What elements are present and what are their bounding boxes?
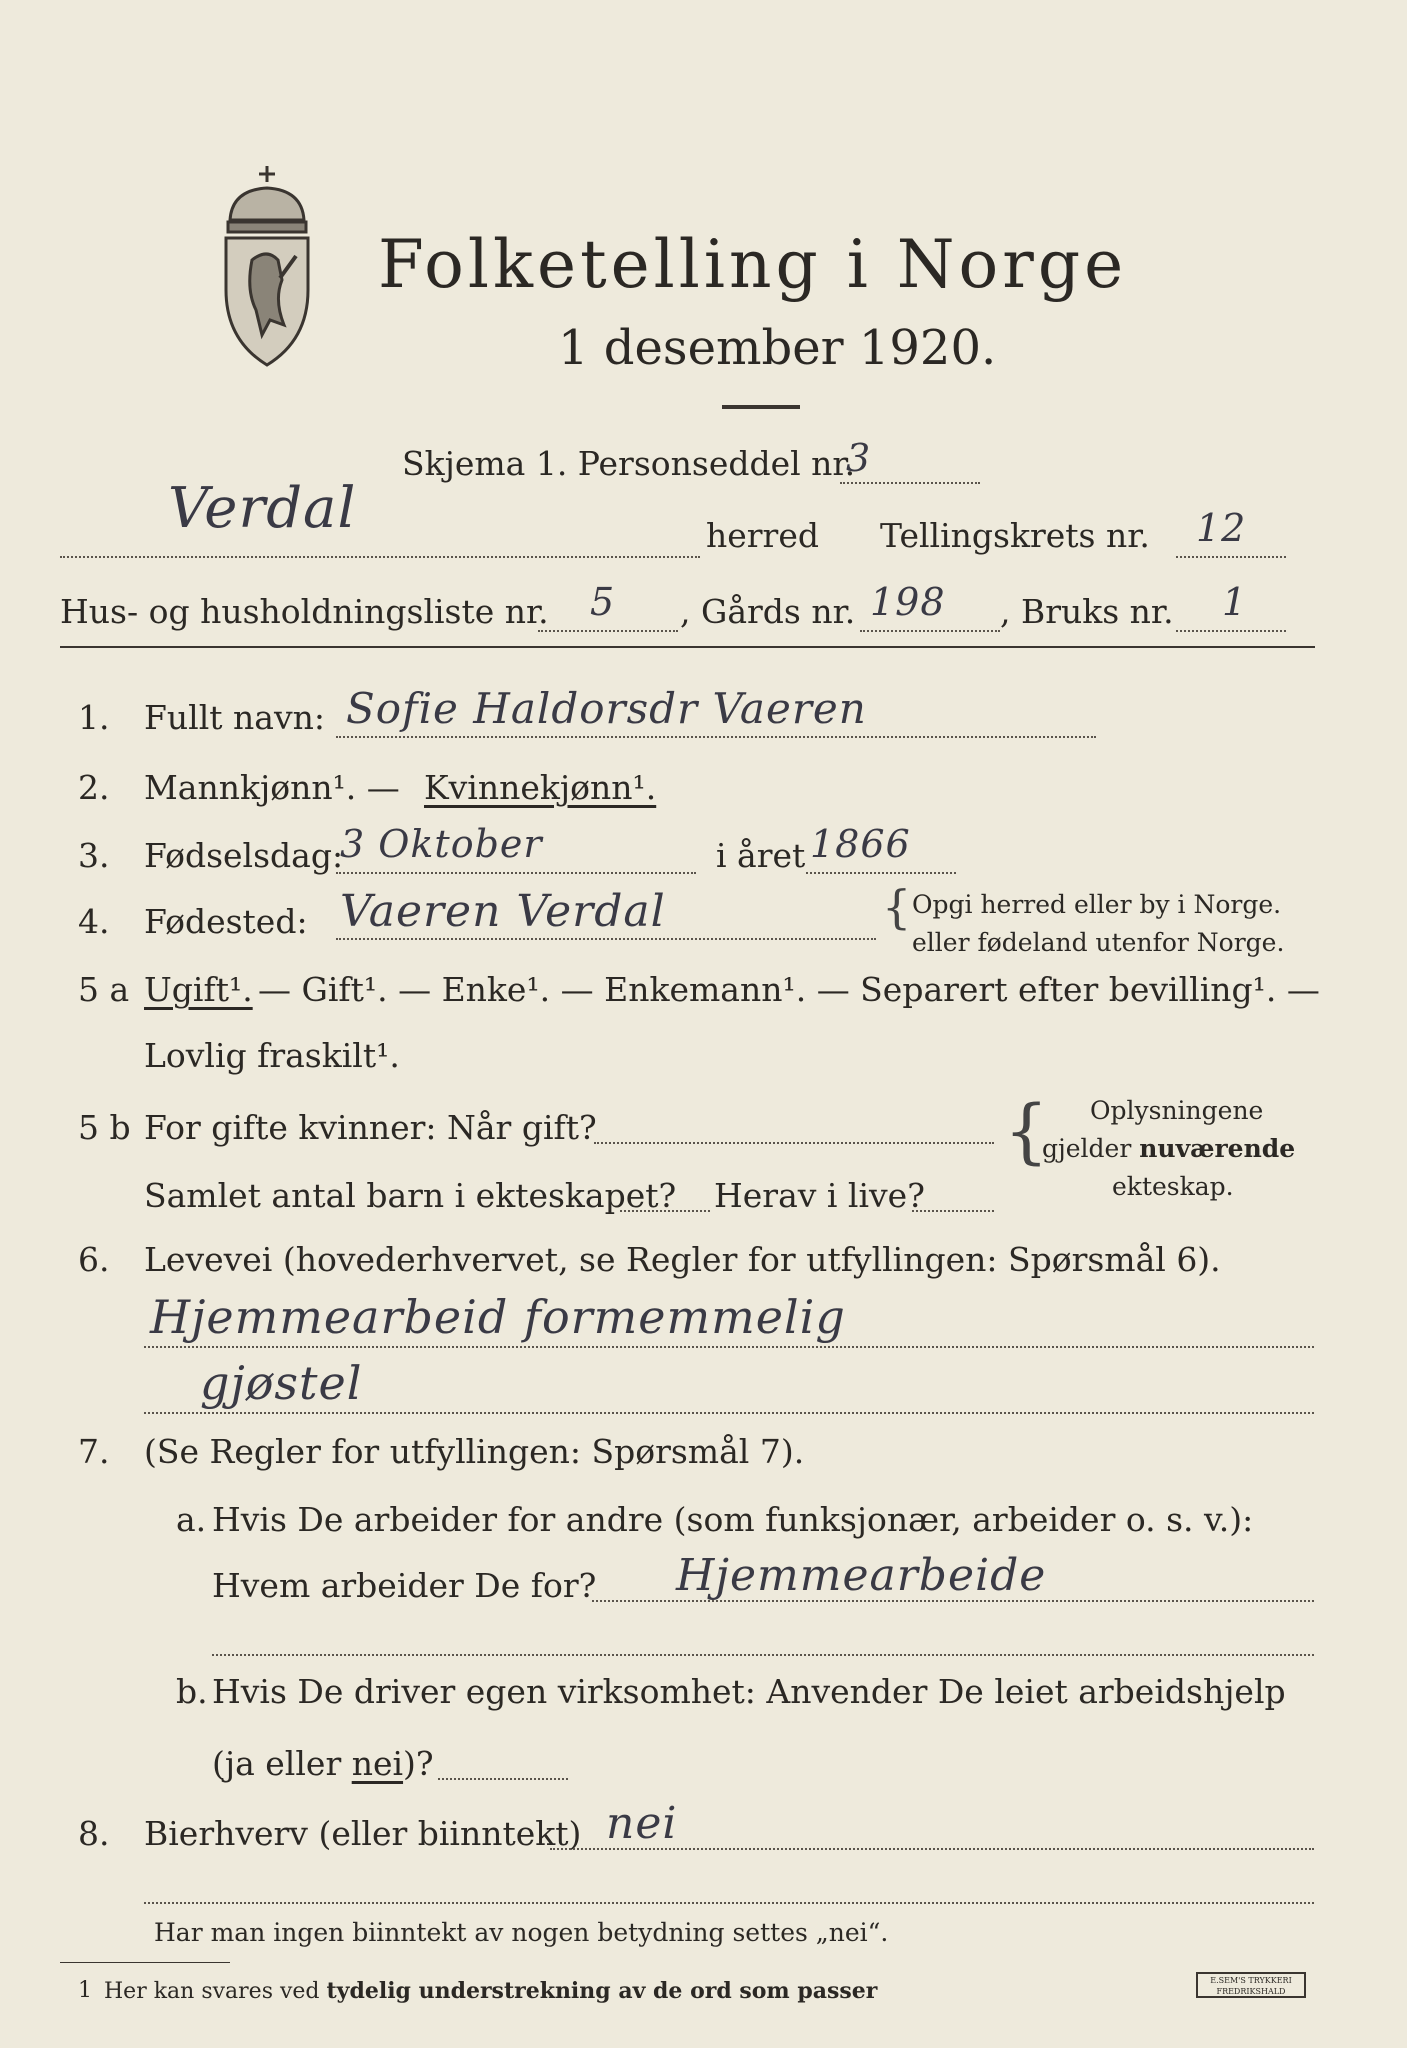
q5b-label-children: Samlet antal barn i ekteskapet? [144,1176,677,1215]
title-divider [722,405,800,409]
footnote-number: 1 [78,1978,92,2003]
gards-value[interactable]: 198 [870,580,946,624]
q5b-label-alive: Herav i live? [714,1176,925,1215]
q2-female: Kvinnekjønn¹. [424,768,657,807]
q3-year-value[interactable]: 1866 [810,822,911,866]
q5a-options: — Gift¹. — Enke¹. — Enkemann¹. — Separert efter bevilling¹. — [258,970,1320,1009]
q4-brace: { [882,880,912,934]
bruks-value[interactable]: 1 [1222,580,1248,624]
q6-value-2[interactable]: gjøstel [200,1356,363,1410]
q5a-unmarried: Ugift¹. [144,970,253,1009]
q6-label: Levevei (hovederhvervet, se Regler for utfyllingen: Spørsmål 6). [144,1240,1221,1279]
q3-label: Fødselsdag: [144,836,344,875]
footnote-text: Her kan svares ved tydelig understrekning av de ord som passer [104,1978,878,2004]
q5b-label-married: For gifte kvinner: Når gift? [144,1108,597,1147]
q7a-number: a. [176,1500,207,1539]
q4-number: 4. [78,902,110,941]
q1-value[interactable]: Sofie Haldorsdr Vaeren [346,684,867,733]
q2-male: Mannkjønn¹. — [144,768,400,807]
q3-year-label: i året [716,836,806,875]
herred-value[interactable]: Verdal [168,476,357,541]
bruks-label: , Bruks nr. [1000,592,1174,631]
q3-number: 3. [78,836,110,875]
q6-value-1[interactable]: Hjemmearbeid formemmelig [150,1290,846,1344]
printer-stamp: E.SEM'S TRYKKERI FREDRIKSHALD [1196,1972,1306,1998]
q7-label: (Se Regler for utfyllingen: Spørsmål 7). [144,1432,805,1471]
q8-value[interactable]: nei [606,1798,678,1849]
form-date: 1 desember 1920. [558,320,997,376]
footer-note: Har man ingen biinntekt av nogen betydning settes „nei“. [154,1918,889,1947]
q4-label: Fødested: [144,902,308,941]
q5a-number: 5 a [78,970,130,1009]
q7b-label: Hvis De driver egen virksomhet: Anvender De leiet arbeidshjelp [212,1672,1286,1711]
q8-label: Bierhverv (eller biinntekt) [144,1814,582,1853]
q2-number: 2. [78,768,110,807]
q4-note-2: eller fødeland utenfor Norge. [912,928,1285,957]
q6-number: 6. [78,1240,110,1279]
schema-value[interactable]: 3 [846,436,872,480]
gards-label: , Gårds nr. [680,592,856,631]
coat-of-arms-icon [212,160,322,370]
header-rule [60,646,1315,648]
q1-label: Fullt navn: [144,698,325,737]
herred-label: herred [706,516,819,555]
q5b-note-3: ekteskap. [1112,1172,1234,1201]
q4-note-1: Opgi herred eller by i Norge. [912,890,1282,919]
q7a-value[interactable]: Hjemmearbeide [676,1550,1047,1601]
form-title: Folketelling i Norge [378,226,1128,303]
q5b-note-1: Oplysningene [1090,1096,1264,1125]
q5b-brace: { [1004,1090,1049,1172]
q7b-label-2: (ja eller nei)? [212,1744,434,1783]
q3-value[interactable]: 3 Oktober [340,822,543,866]
q5b-number: 5 b [78,1108,131,1147]
q4-value[interactable]: Vaeren Verdal [340,886,666,937]
hus-label: Hus- og husholdningsliste nr. [60,592,549,631]
krets-value[interactable]: 12 [1196,506,1247,550]
q1-number: 1. [78,698,110,737]
q7a-label-2: Hvem arbeider De for? [212,1566,597,1605]
q7-number: 7. [78,1432,110,1471]
q7a-label: Hvis De arbeider for andre (som funksjonær, arbeider o. s. v.): [212,1500,1254,1539]
schema-label: Skjema 1. Personseddel nr. [402,444,856,483]
q5b-note-2: gjelder nuværende [1042,1134,1296,1163]
q8-number: 8. [78,1814,110,1853]
krets-label: Tellingskrets nr. [880,516,1150,555]
q7b-number: b. [176,1672,208,1711]
q5a-line-2: Lovlig fraskilt¹. [144,1036,400,1075]
hus-value[interactable]: 5 [590,580,616,624]
